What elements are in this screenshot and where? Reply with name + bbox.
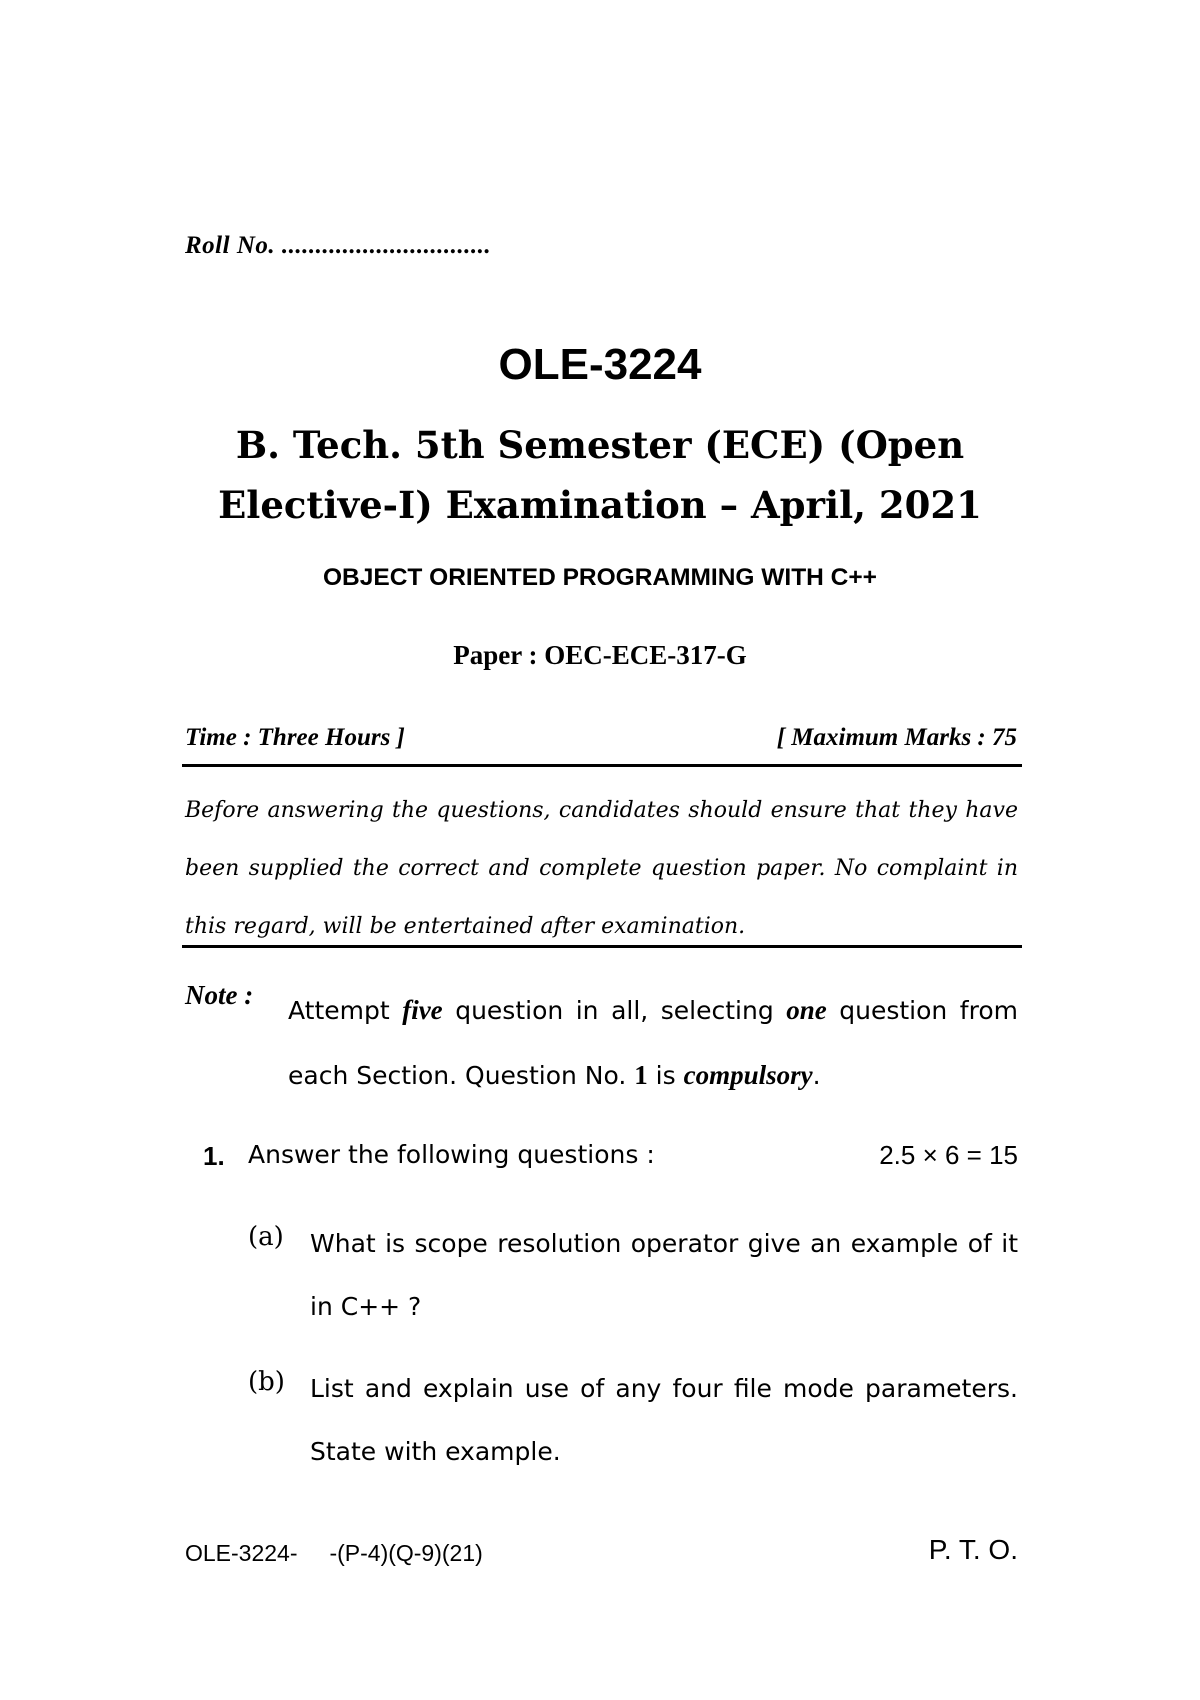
paper-code: OLE-3224 (498, 340, 702, 389)
divider-top (182, 764, 1022, 767)
note-emphasis-compulsory: compulsory (683, 1060, 813, 1090)
note-part3: question from each Section. Question No. (288, 996, 1018, 1090)
question-number: 1. (203, 1141, 225, 1171)
note-emphasis-one: one (786, 995, 827, 1025)
note-part1: Attempt (288, 996, 403, 1025)
divider-bottom (182, 945, 1022, 948)
subquestion-b-label: (b) (248, 1367, 285, 1397)
note-question-number: 1 (634, 1060, 648, 1090)
question-marks: 2.5 × 6 = 15 (879, 1140, 1018, 1170)
footer-pto: P. T. O. (928, 1534, 1018, 1565)
note-part5: . (812, 1061, 821, 1090)
candidate-instructions: Before answering the questions, candidates should ensure that they have been supplied the correct and complete question paper. No complaint in this regard, will be entertained after examination. (185, 798, 1018, 939)
subquestion-a-label: (a) (248, 1222, 284, 1252)
note-part4: is (647, 1061, 684, 1090)
footer-paper-code: OLE-3224- -(P-4)(Q-9)(21) (185, 1540, 483, 1566)
note-part2: question in all, selecting (442, 996, 787, 1025)
subquestion-a-text: What is scope resolution operator give an example of it in C++ ? (310, 1229, 1018, 1321)
roll-number-field: Roll No. ............................... (185, 232, 492, 259)
exam-title: B. Tech. 5th Semester (ECE) (Open Elective-I) Examination – April, 2021 (218, 423, 982, 527)
note-emphasis-five: five (402, 995, 443, 1025)
exam-time: Time : Three Hours ] (185, 724, 405, 751)
paper-number: Paper : OEC-ECE-317-G (453, 640, 747, 670)
subject-title: OBJECT ORIENTED PROGRAMMING WITH C++ (322, 564, 877, 591)
maximum-marks: [ Maximum Marks : 75 (776, 724, 1017, 751)
question-text: Answer the following questions : (248, 1140, 655, 1169)
subquestion-b-text: List and explain use of any four file mode parameters. State with example. (310, 1374, 1018, 1466)
note-label: Note : (185, 980, 254, 1010)
note-text (288, 978, 1018, 1108)
